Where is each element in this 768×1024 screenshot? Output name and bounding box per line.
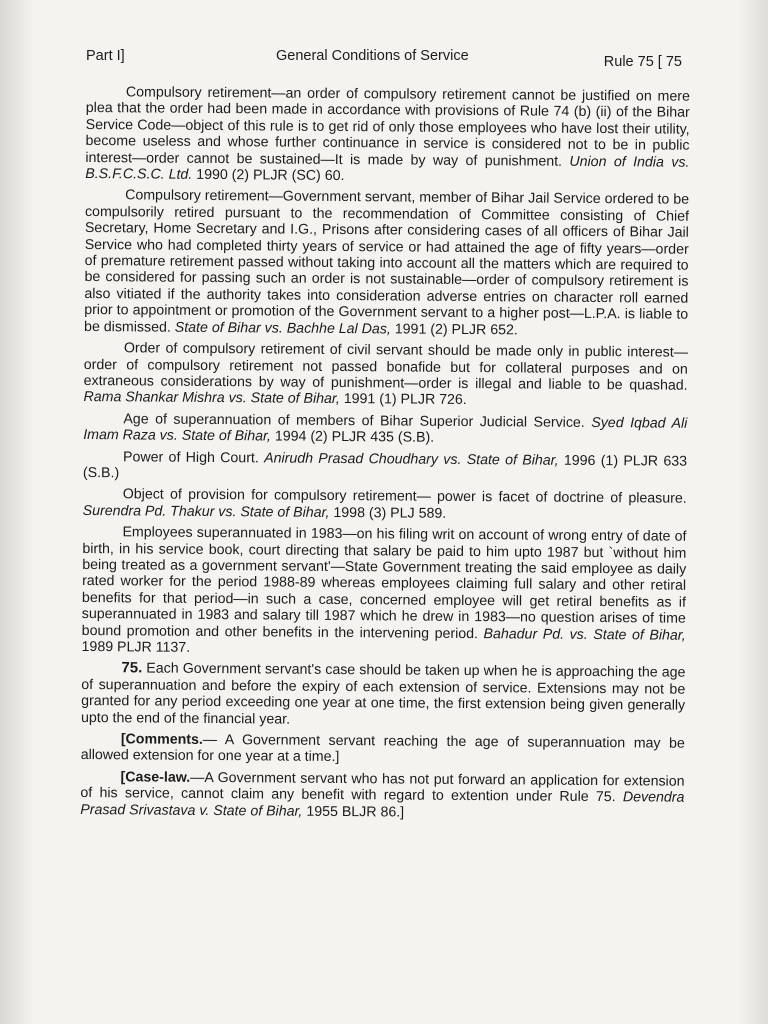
- case-citation: Devendra Prasad Srivastava v. State of Bihar,: [80, 789, 685, 820]
- header-rule-page: Rule 75 [ 75: [603, 54, 682, 70]
- paragraph-7: Employees superannuated in 1983—on his filing writ on account of wrong entry of date of birth, in his service book, court directing that salary be paid to him upto 1987 but `without him being treated as a government servant'—State Government treating the said employee as daily rated worker for the period 1988-89 whereas employees claiming full salary and other retiral benefits for that period—in such a case, concerned employee will get retiral benefits as if superannuated in 1983 and salary till 1987 which he drew in 1983—no question arises of time bound promotion and other benefits in the intervening period. Bahadur Pd. vs. State of Bihar, 1989 PLJR 1137.: [81, 524, 687, 656]
- running-header: [86, 48, 682, 72]
- header-title: General Conditions of Service: [276, 48, 469, 64]
- case-citation: Bahadur Pd. vs. State of Bihar,: [483, 625, 686, 644]
- paragraph-5: Power of High Court. Anirudh Prasad Choudhary vs. State of Bihar, 1996 (1) PLJR 633 (S.B.): [82, 448, 688, 482]
- case-citation: Rama Shankar Mishra vs. State of Bihar,: [83, 389, 340, 408]
- case-citation: Surendra Pd. Thakur vs. State of Bihar,: [82, 502, 330, 521]
- case-citation: Union of India vs. B.S.F.C.S.C. Ltd.: [85, 153, 690, 183]
- paragraph-6: Object of provision for compulsory retirement— power is facet of doctrine of pleasure. Surendra Pd. Thakur vs. State of Bihar, 1998 (3) PLJ 589.: [82, 486, 687, 522]
- case-citation: Syed Iqbad Ali Imam Raza vs. State of Bihar,: [83, 414, 688, 445]
- comments-paragraph: [Comments.— A Government servant reaching the age of superannuation may be allowed extension for one year at a time.]: [80, 731, 685, 766]
- caselaw-label: [Case-law.: [120, 769, 191, 786]
- paragraph-2: Compulsory retirement—Government servant, member of Bihar Jail Service ordered to be compulsorily retired pursuant to the recommendation of Committee consisting of Chief Secretary, Home Secretary and I.G., Prisons after considering cases of all officers of Bihar Jail Service who had completed thirty years of service or had attained the age of fifty years—order of premature retirement passed without taking into account all the matters which are required to be considered for passing such an order is not sustainable—order of compulsory retirement is also vitiated if the authority takes into consideration adverse entries on character roll earned prior to appointment or promotion of the Government servant to a higher post—L.P.A. is liable to be dismissed. State of Bihar vs. Bachhe Lal Das, 1991 (2) PLJR 652.: [84, 187, 690, 339]
- page-body: [80, 84, 690, 828]
- rule-number: 75.: [121, 659, 143, 677]
- paragraph-3: Order of compulsory retirement of civil servant should be made only in public interest—order of compulsory retirement not passed bonafide but for collateral purposes and on extraneous considerations by way of punishment—order is illegal and liable to be quashad. Rama Shankar Mishra vs. State of Bihar, 1991 (1) PLJR 726.: [83, 340, 688, 409]
- case-citation: State of Bihar vs. Bachhe Lal Das,: [174, 319, 391, 338]
- page-edge-shadow-left: [0, 0, 34, 1024]
- paragraph-1: Compulsory retirement—an order of compulsory retirement cannot be justified on mere plea that the order had been made in accordance with provisions of Rule 74 (b) (ii) of the Bihar Service Code—object of this rule is to get rid of only those employees who have lost their utility, become useless and whose further continuance in service is considered not to be in public interest—order cannot be sustained—It is made by way of punishment. Union of India vs. B.S.F.C.S.C. Ltd. 1990 (2) PLJR (SC) 60.: [85, 84, 690, 185]
- header-part: Part I]: [86, 48, 125, 64]
- comments-label: [Comments.: [120, 731, 203, 748]
- page-edge-shadow-right: [738, 0, 768, 1024]
- paragraph-4: Age of superannuation of members of Bihar Superior Judicial Service. Syed Iqbad Ali Imam Raza vs. State of Bihar, 1994 (2) PLJR 435 (S.B).: [83, 411, 688, 446]
- rule-75-paragraph: 75. Each Government servant's case should be taken up when he is approaching the age of superannuation and before the expiry of each extension of service. Extensions may not be granted for any period exceeding one year at one time, the first extension being given generally upto the end of the financial year.: [80, 659, 686, 728]
- case-citation: Anirudh Prasad Choudhary vs. State of Bihar,: [264, 449, 559, 469]
- caselaw-paragraph: [Case-law.—A Government servant who has not put forward an application for extension of his service, cannot claim any benefit with regard to extention under Rule 75. Devendra Prasad Srivastava v. State of Bihar, 1955 BLJR 86.]: [80, 769, 685, 821]
